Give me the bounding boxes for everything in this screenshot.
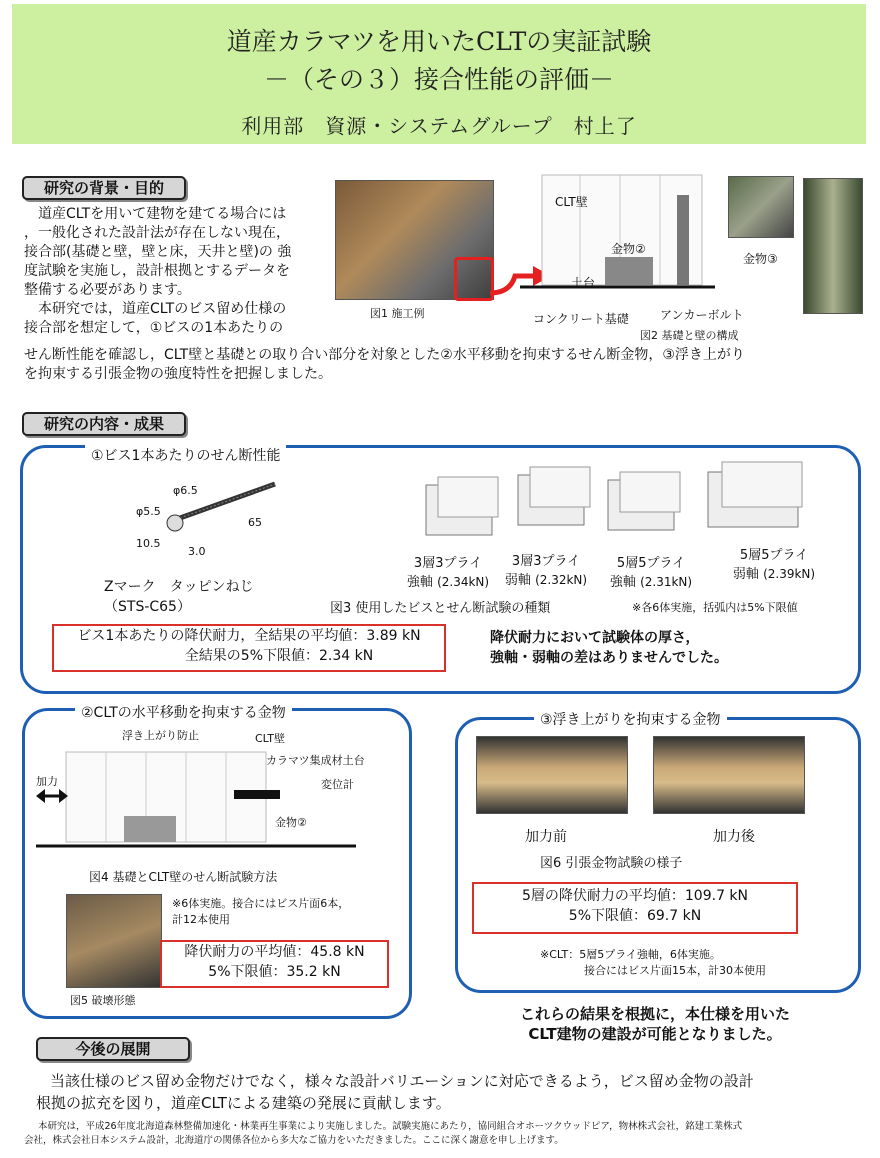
section-heading-background: 研究の背景・目的 [22, 176, 186, 200]
anchor-label: アンカーボルト [660, 308, 744, 322]
hardware3-label: 金物③ [743, 252, 778, 266]
load-label: 加力 [36, 775, 58, 788]
ply-label-4 [726, 544, 822, 582]
screw-drawing [140, 476, 290, 556]
section1-title: ①ビス1本あたりのせん断性能 [85, 445, 286, 465]
before-label: 加力前 [525, 829, 567, 845]
text-line: 道産CLTを用いて建物を建てる場合には [38, 206, 287, 222]
text-line: せん断性能を確認し，CLT壁と基礎との取り合い部分を対象とした②水平移動を拘束するせん断金物，③浮き上がり [24, 347, 745, 363]
ply-name: 3層3プライ [413, 556, 483, 571]
text-line: 度試験を実施し，設計根拠とするデータを [24, 263, 290, 279]
larch-sill-label: カラマツ集成材土台 [266, 754, 365, 767]
fig1-caption: 図1 施工例 [370, 307, 425, 320]
screw-dim-d2: φ5.5 [136, 505, 161, 518]
note-line: 計12本使用 [172, 913, 230, 926]
footer-line: 本研究は，平成26年度北海道森林整備加速化・林業再生事業により実施しました。試験実施にあたり，協同組合オホーツクウッドピア，物林株式会社，銘建工業株式 [38, 1121, 743, 1132]
ply-value: (2.34kN) [437, 575, 490, 589]
screw-dim-head: 10.5 [136, 537, 161, 550]
after-photo [653, 736, 805, 814]
construction-photo [335, 180, 494, 300]
result-line: 5%下限値：69.7 kN [568, 908, 702, 924]
fig5-caption: 図5 破壊形態 [70, 994, 136, 1007]
sec3-result-box [472, 882, 798, 934]
final-conclusion [460, 1004, 850, 1044]
hardware3-photo-a [728, 176, 794, 238]
ply-axis: 強軸 [406, 575, 433, 590]
ply-axis: 強軸 [609, 575, 636, 590]
title-line-1: 道産カラマツを用いたCLTの実証試験 [226, 27, 652, 56]
ply-value: (2.39kN) [763, 567, 816, 581]
ply-axis: 弱軸 [504, 573, 531, 588]
ply-name: 5層5プライ [739, 548, 809, 563]
screw-code: （STS-C65） [104, 599, 191, 615]
section3-title: ③浮き上がりを拘束する金物 [534, 709, 727, 729]
clt-wall-label: CLT壁 [555, 195, 588, 209]
fig6-caption: 図6 引張金物試験の様子 [540, 856, 683, 871]
section-heading-results: 研究の内容・成果 [22, 412, 186, 436]
result-line: 5%下限値：35.2 kN [208, 964, 341, 980]
ply-name: 5層5プライ [616, 556, 686, 571]
uplift-prevent-label: 浮き上がり防止 [122, 729, 199, 742]
conclusion-line: 強軸・弱軸の差はありませんでした。 [490, 650, 728, 666]
foundation-label: コンクリート基礎 [533, 312, 629, 326]
gauge-label: 変位計 [321, 778, 354, 791]
specimen-2 [510, 465, 594, 535]
text-line: を拘束する引張金物の強度特性を把握しました。 [24, 366, 332, 382]
future-text [36, 1070, 856, 1114]
background-para1 [24, 205, 334, 338]
text-line: ，一般化された設計法が存在しない現在， [24, 225, 290, 241]
before-photo [476, 736, 628, 814]
sec3-note [540, 947, 766, 979]
ply-label-3 [605, 552, 697, 590]
result-line: 降伏耐力の平均値：45.8 kN [184, 944, 365, 960]
ply-axis: 弱軸 [732, 567, 759, 582]
after-label: 加力後 [713, 829, 755, 845]
fig3-caption: 図3 使用したビスとせん断試験の種類 [330, 601, 551, 616]
sec2-hardware-label: 金物② [275, 816, 307, 829]
section2-title: ②CLTの水平移動を拘束する金物 [75, 702, 292, 722]
section-heading-future: 今後の展開 [36, 1037, 190, 1061]
foundation-wall-diagram [520, 165, 715, 305]
ply-name: 3層3プライ [511, 554, 581, 569]
fig4-caption: 図4 基礎とCLT壁のせん断試験方法 [89, 870, 278, 884]
text-line: 整備する必要があります。 [24, 282, 191, 298]
footer-line: 会社，株式会社日本システム設計，北海道庁の関係各位から多大なご協力をいただきました。ここに深く謝意を申し上げます。 [24, 1135, 564, 1146]
title-line-2: －（その３）接合性能の評価－ [263, 65, 614, 94]
result-line: 全結果の5%下限値：2.34 kN [184, 648, 374, 664]
header-banner [12, 4, 866, 144]
note-line: 接合にはビス片面15本，計30本使用 [584, 964, 766, 977]
screw-dim-d1: φ6.5 [173, 484, 198, 497]
sill-label: 土台 [571, 276, 596, 290]
text-line: 根拠の拡充を図り，道産CLTによる建築の発展に貢献します。 [36, 1094, 451, 1112]
screw-dim-len: 65 [248, 516, 262, 529]
sec2-note [172, 896, 349, 928]
text-line: 接合部(基礎と壁，壁と床，天井と壁)の 強 [24, 244, 292, 260]
failure-photo [66, 894, 162, 988]
sec2-clt-wall-label: CLT壁 [255, 732, 286, 745]
specimen-1 [418, 475, 502, 545]
background-para2 [24, 346, 864, 384]
result-line: 5層の降伏耐力の平均値：109.7 kN [521, 888, 749, 904]
acknowledgement [24, 1120, 864, 1148]
sec1-result-box [52, 624, 446, 672]
screw-name: Zマーク タッピンねじ [104, 579, 254, 595]
text-line: 本研究では，道産CLTのビス留め仕様の [38, 301, 287, 317]
sec1-conclusion [490, 628, 728, 668]
ply-value: (2.32kN) [535, 573, 588, 587]
sec1-note: ※各6体実施，括弧内は5%下限値 [632, 601, 798, 614]
sec2-result-box [160, 940, 389, 988]
specimen-4 [700, 460, 810, 530]
text-line: 当該仕様のビス留め金物だけでなく，様々な設計バリエーションに対応できるよう，ビス留め金物の設計 [50, 1072, 754, 1090]
author: 利用部 資源・システムグループ 村上了 [241, 114, 637, 138]
hardware3-photo-b [803, 178, 863, 314]
fig2-caption: 図2 基礎と壁の構成 [640, 329, 739, 342]
text-line: 接合部を想定して，①ビスの1本あたりの [24, 320, 284, 336]
result-line: ビス1本あたりの降伏耐力，全結果の平均値：3.89 kN [77, 628, 421, 644]
conclusion-line: 降伏耐力において試験体の厚さ， [490, 630, 700, 646]
ply-value: (2.31kN) [640, 575, 693, 589]
specimen-3 [600, 470, 684, 540]
ply-label-2 [500, 550, 592, 588]
note-line: ※CLT：5層5プライ強軸，6体実施。 [540, 948, 721, 961]
conclusion-line: これらの結果を根拠に，本仕様を用いた [519, 1005, 790, 1023]
screw-dim-tip: 3.0 [188, 545, 206, 558]
conclusion-line: CLT建物の建設が可能となりました。 [528, 1025, 782, 1043]
note-line: ※6体実施。接合にはビス片面6本， [172, 897, 350, 910]
hardware2-label: 金物② [611, 242, 646, 256]
ply-label-1 [403, 552, 493, 590]
